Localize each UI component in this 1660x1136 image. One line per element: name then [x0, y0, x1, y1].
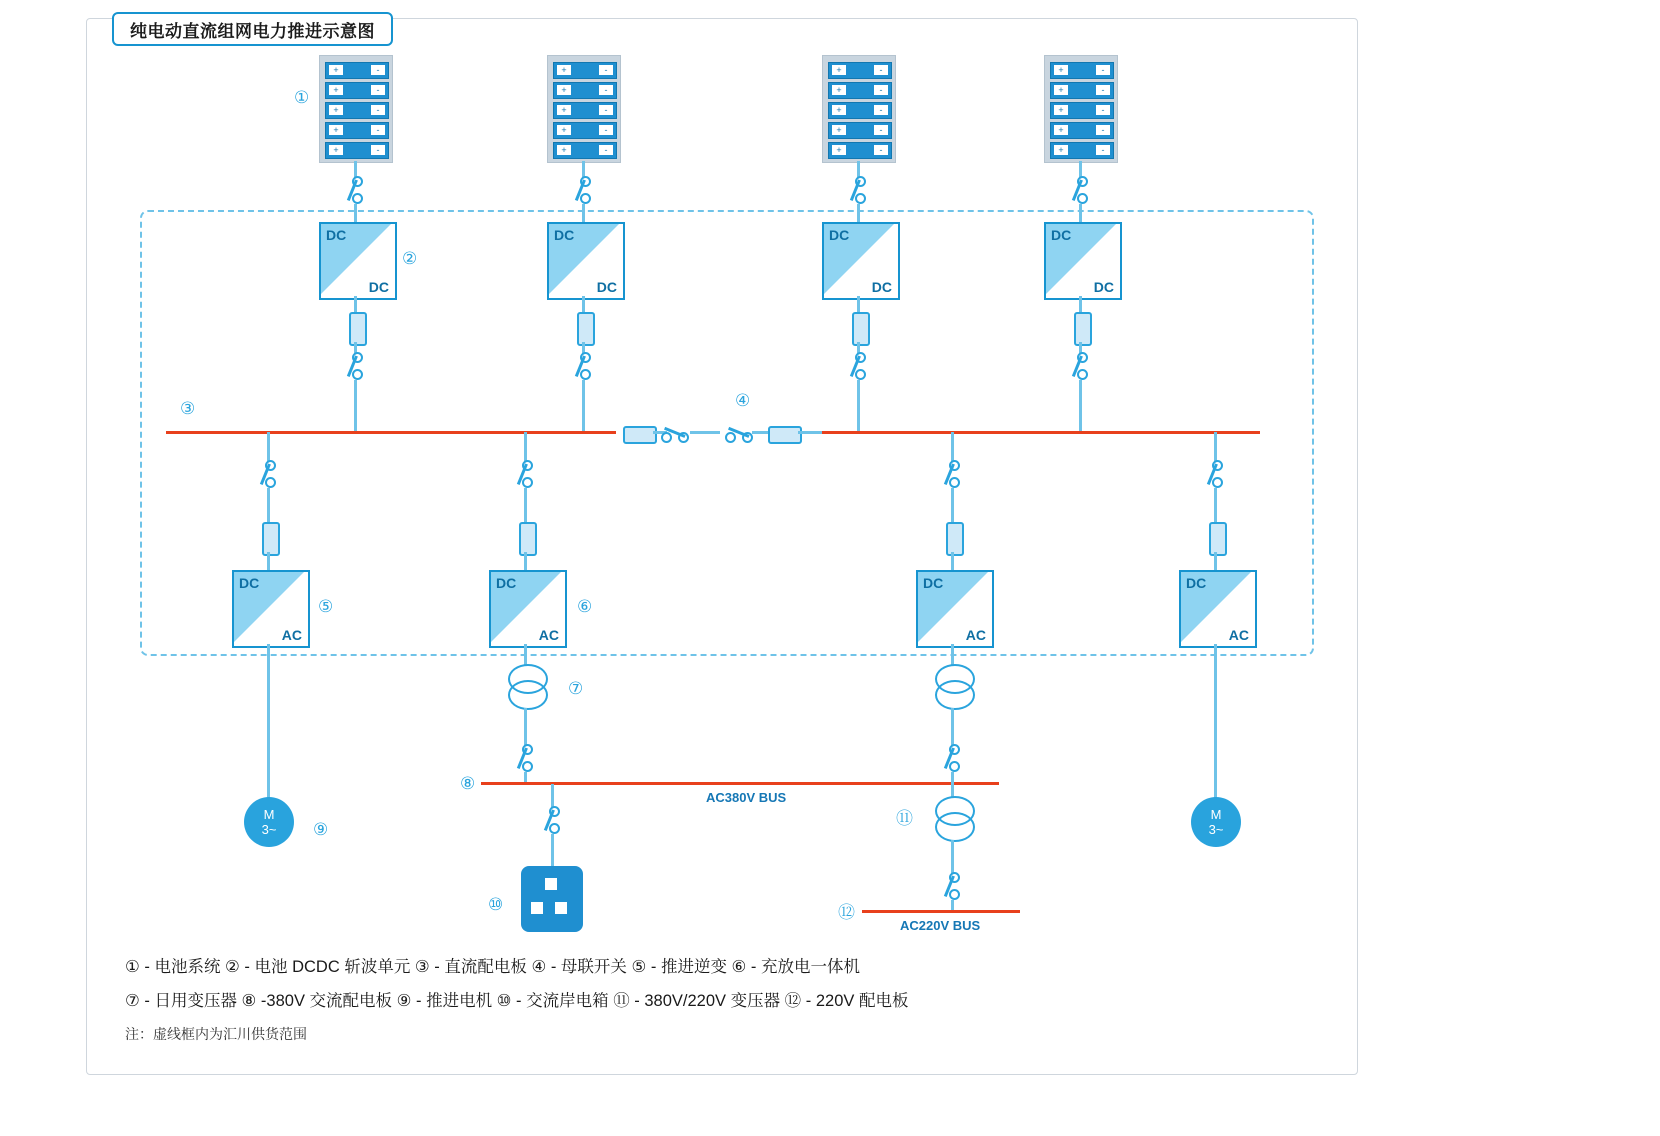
dcdc-converter-1 — [319, 222, 397, 300]
converter-input-label: DC — [1186, 575, 1207, 591]
disconnect-switch-shore[interactable] — [541, 806, 563, 834]
motor-label-phase: 3~ — [1208, 822, 1224, 837]
wire-fuse-to-inverter-a — [267, 552, 270, 572]
shore-power-box — [521, 866, 583, 932]
disconnect-switch-dcbus-2[interactable] — [572, 352, 594, 380]
wire-switch-to-dcbus-2 — [582, 380, 585, 432]
daily-transformer-c — [935, 664, 971, 708]
wire-switch-to-fuse-c — [951, 488, 954, 526]
battery-plus-label: + — [329, 145, 343, 155]
charger-fuse-b — [519, 522, 537, 556]
converter-input-label: DC — [554, 227, 575, 243]
dcac-inverter-a — [232, 570, 310, 648]
converter-output-label: AC — [538, 627, 559, 643]
converter-input-label: DC — [923, 575, 944, 591]
dcac-inverter-d — [1179, 570, 1257, 648]
wire-switch-to-dcbus-3 — [857, 380, 860, 432]
marker-9: ⑨ — [313, 820, 329, 839]
wire-transformer-to-switch-b — [524, 708, 527, 746]
wire-inverter-d-to-motor — [1214, 644, 1217, 802]
converter-output-label: DC — [368, 279, 389, 295]
converter-input-label: DC — [496, 575, 517, 591]
converter-output-label: DC — [871, 279, 892, 295]
converter-output-label: AC — [281, 627, 302, 643]
propulsion-motor-a — [244, 797, 294, 847]
battery-plus-label: + — [832, 145, 846, 155]
battery-plus-label: + — [1054, 85, 1068, 95]
battery-minus-label: - — [599, 85, 613, 95]
wire-switch-to-dcdc-3 — [857, 204, 860, 224]
wire-inverter-a-to-motor — [267, 644, 270, 802]
disconnect-switch-battery-4[interactable] — [1069, 176, 1091, 204]
legend — [125, 950, 1340, 1044]
battery-minus-label: - — [599, 105, 613, 115]
battery-minus-label: - — [1096, 105, 1110, 115]
battery-plus-label: + — [832, 125, 846, 135]
disconnect-switch-ac380-c[interactable] — [941, 744, 963, 772]
disconnect-switch-battery-1[interactable] — [344, 176, 366, 204]
legend-line-1: ① - 电池系统 ② - 电池 DCDC 斩波单元 ③ - 直流配电板 ④ - 母联开关 ⑤ - 推进逆变 ⑥ - 充放电一体机 — [125, 958, 860, 976]
inverter-fuse-d — [1209, 522, 1227, 556]
wire-switch-to-dcbus-4 — [1079, 380, 1082, 432]
battery-plus-label: + — [832, 105, 846, 115]
battery-plus-label: + — [832, 85, 846, 95]
marker-12: ⑫ — [838, 903, 855, 922]
ac220-bus — [862, 910, 1020, 913]
dc-fuse-4 — [1074, 312, 1092, 346]
battery-plus-label: + — [329, 85, 343, 95]
battery-minus-label: - — [371, 65, 385, 75]
battery-plus-label: + — [1054, 105, 1068, 115]
battery-plus-label: + — [329, 65, 343, 75]
wire-transformer-to-switch-c — [951, 708, 954, 746]
wire-fuse-to-inverter-d — [1214, 552, 1217, 572]
dcac-charger-c — [916, 570, 994, 648]
marker-10: ⑩ — [488, 895, 504, 914]
battery-minus-label: - — [371, 85, 385, 95]
converter-output-label: AC — [965, 627, 986, 643]
converter-input-label: DC — [326, 227, 347, 243]
shore-socket-icon — [555, 902, 567, 914]
charger-fuse-c — [946, 522, 964, 556]
disconnect-switch-ac220[interactable] — [941, 872, 963, 900]
wire-charger-to-transformer-c — [951, 644, 954, 666]
battery-minus-label: - — [1096, 145, 1110, 155]
dcac-charger-b — [489, 570, 567, 648]
battery-plus-label: + — [557, 85, 571, 95]
battery-minus-label: - — [1096, 85, 1110, 95]
wire-switch-to-shore-box — [551, 834, 554, 868]
ac380-bus-label: AC380V BUS — [706, 790, 787, 805]
battery-minus-label: - — [874, 105, 888, 115]
wire-fuse-to-charger-c — [951, 552, 954, 572]
converter-input-label: DC — [829, 227, 850, 243]
marker-3: ③ — [180, 399, 196, 418]
battery-plus-label: + — [557, 145, 571, 155]
converter-input-label: DC — [239, 575, 260, 591]
dcdc-converter-2 — [547, 222, 625, 300]
battery-plus-label: + — [557, 65, 571, 75]
diagram-title: 纯电动直流组网电力推进示意图 — [112, 12, 393, 46]
converter-output-label: AC — [1228, 627, 1249, 643]
wire-switch-to-dcbus-1 — [354, 380, 357, 432]
motor-label-m: M — [263, 807, 275, 822]
bus-tie-switch-left[interactable] — [661, 424, 689, 446]
wire-switch-to-ac380bus-c — [951, 772, 954, 784]
battery-minus-label: - — [371, 145, 385, 155]
bus-tie-wire-b — [690, 431, 720, 434]
bus-tie-fuse-left — [623, 426, 657, 444]
wire-switch-to-fuse-d — [1214, 488, 1217, 526]
wire-switch-to-fuse-a — [267, 488, 270, 526]
battery-minus-label: - — [1096, 65, 1110, 75]
marker-4: ④ — [735, 391, 751, 410]
dcdc-converter-3 — [822, 222, 900, 300]
battery-minus-label: - — [1096, 125, 1110, 135]
motor-label-phase: 3~ — [261, 822, 277, 837]
ac380-bus — [481, 782, 999, 785]
disconnect-switch-inverter-d[interactable] — [1204, 460, 1226, 488]
marker-5: ⑤ — [318, 597, 334, 616]
disconnect-switch-dcbus-1[interactable] — [344, 352, 366, 380]
disconnect-switch-dcbus-4[interactable] — [1069, 352, 1091, 380]
battery-minus-label: - — [371, 105, 385, 115]
battery-plus-label: + — [329, 125, 343, 135]
battery-minus-label: - — [874, 145, 888, 155]
battery-minus-label: - — [599, 65, 613, 75]
disconnect-switch-dcbus-3[interactable] — [847, 352, 869, 380]
wire-switch-to-fuse-b — [524, 488, 527, 526]
battery-minus-label: - — [874, 125, 888, 135]
dc-bus-right — [820, 431, 1260, 434]
shore-socket-icon — [531, 902, 543, 914]
marker-1: ① — [294, 88, 310, 107]
disconnect-switch-ac380-b[interactable] — [514, 744, 536, 772]
battery-plus-label: + — [329, 105, 343, 115]
bus-tie-switch-right[interactable] — [725, 424, 753, 446]
disconnect-switch-battery-3[interactable] — [847, 176, 869, 204]
dc-fuse-2 — [577, 312, 595, 346]
battery-minus-label: - — [371, 125, 385, 135]
disconnect-switch-inverter-a[interactable] — [257, 460, 279, 488]
marker-11: ⑪ — [896, 809, 913, 828]
wire-switch-to-dcdc-2 — [582, 204, 585, 224]
marker-6: ⑥ — [577, 597, 593, 616]
marker-7: ⑦ — [568, 679, 584, 698]
dc-fuse-3 — [852, 312, 870, 346]
dc-bus-left — [166, 431, 616, 434]
disconnect-switch-charger-b[interactable] — [514, 460, 536, 488]
bus-tie-wire-c — [752, 431, 768, 434]
legend-line-2: ⑦ - 日用变压器 ⑧ -380V 交流配电板 ⑨ - 推进电机 ⑩ - 交流岸电箱 ⑪ - 380V/220V 变压器 ⑫ - 220V 配电板 — [125, 992, 909, 1010]
battery-rack-3 — [822, 55, 896, 163]
legend-note: 注：虚线框内为汇川供货范围 — [125, 1026, 307, 1042]
battery-rack-4 — [1044, 55, 1118, 163]
battery-minus-label: - — [874, 85, 888, 95]
bus-tie-wire-d — [798, 431, 822, 434]
marker-2: ② — [402, 249, 418, 268]
battery-plus-label: + — [1054, 125, 1068, 135]
wire-charger-to-transformer-b — [524, 644, 527, 666]
battery-plus-label: + — [557, 125, 571, 135]
wire-transformer220-to-switch — [951, 840, 954, 874]
motor-label-m: M — [1210, 807, 1222, 822]
inverter-fuse-a — [262, 522, 280, 556]
bus-tie-fuse-right — [768, 426, 802, 444]
converter-output-label: DC — [596, 279, 617, 295]
wire-fuse-to-charger-b — [524, 552, 527, 572]
battery-minus-label: - — [599, 125, 613, 135]
disconnect-switch-battery-2[interactable] — [572, 176, 594, 204]
battery-rack-1 — [319, 55, 393, 163]
converter-output-label: DC — [1093, 279, 1114, 295]
battery-rack-2 — [547, 55, 621, 163]
wire-switch-to-dcdc-1 — [354, 204, 357, 224]
battery-plus-label: + — [557, 105, 571, 115]
dcdc-converter-4 — [1044, 222, 1122, 300]
marker-8: ⑧ — [460, 774, 476, 793]
battery-plus-label: + — [1054, 145, 1068, 155]
daily-transformer-b — [508, 664, 544, 708]
dc-fuse-1 — [349, 312, 367, 346]
shore-socket-icon — [545, 878, 557, 890]
battery-plus-label: + — [1054, 65, 1068, 75]
wire-switch-to-dcdc-4 — [1079, 204, 1082, 224]
battery-minus-label: - — [599, 145, 613, 155]
battery-minus-label: - — [874, 65, 888, 75]
converter-input-label: DC — [1051, 227, 1072, 243]
disconnect-switch-charger-c[interactable] — [941, 460, 963, 488]
battery-plus-label: + — [832, 65, 846, 75]
transformer-380-220 — [935, 796, 971, 840]
propulsion-motor-d — [1191, 797, 1241, 847]
ac220-bus-label: AC220V BUS — [900, 918, 981, 933]
